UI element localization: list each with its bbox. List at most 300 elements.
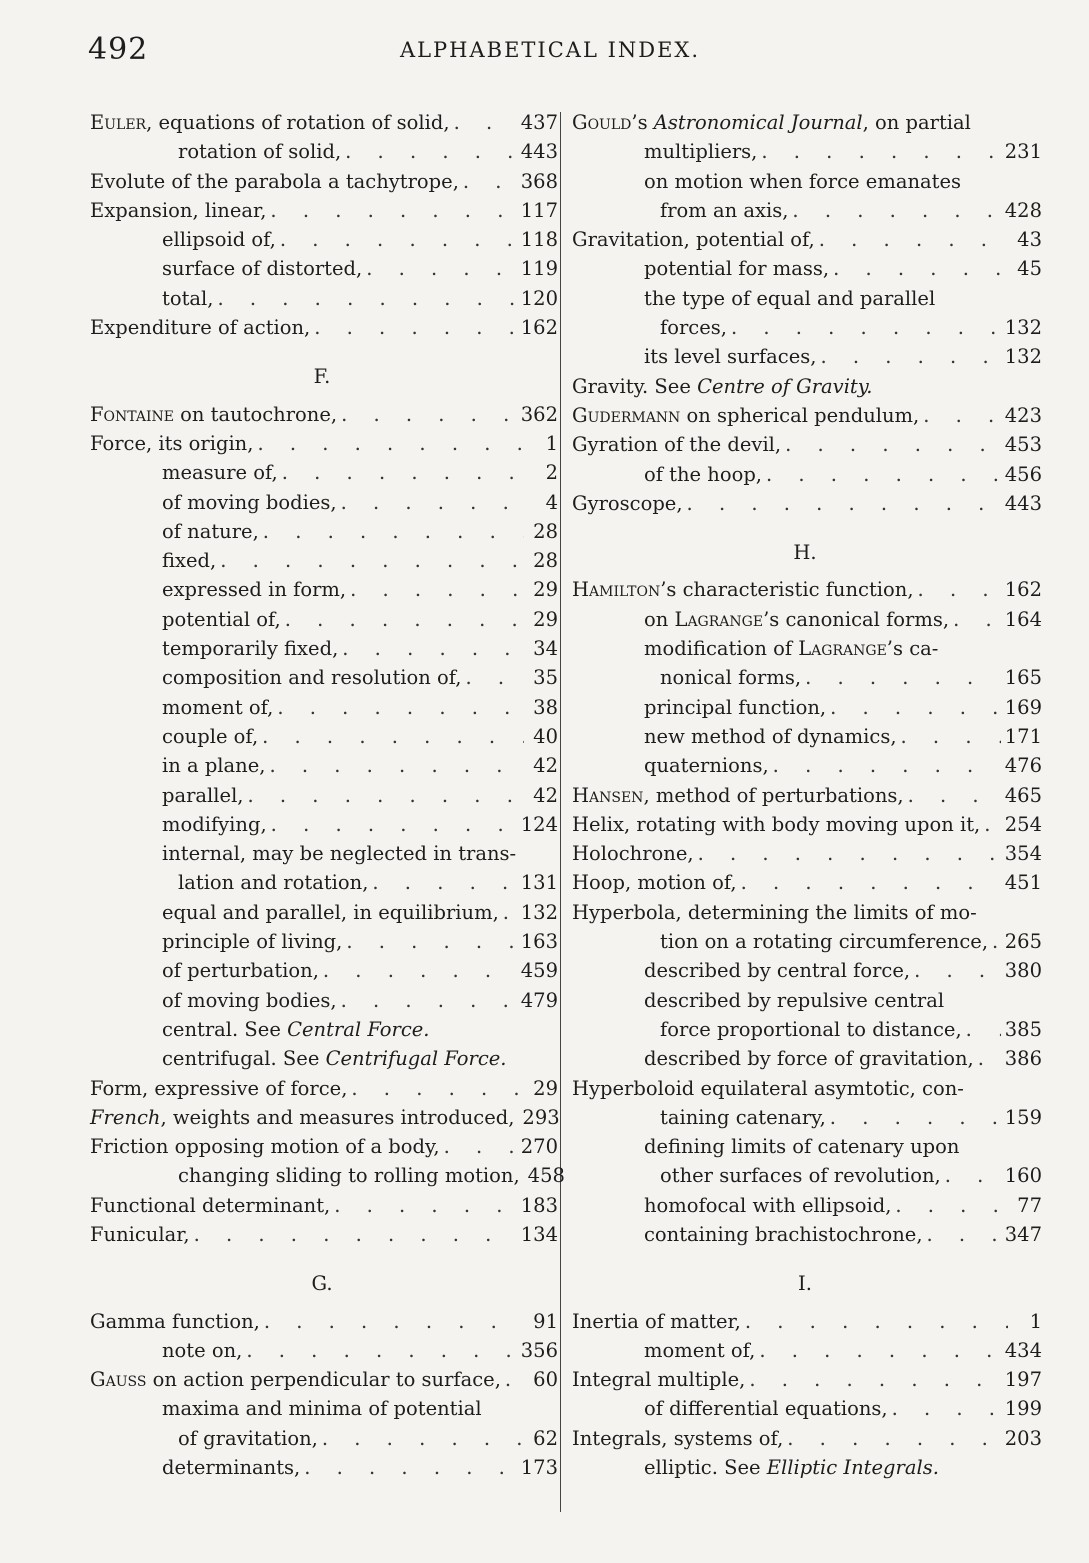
page-ref: 380 [1004,959,1042,983]
page-ref: 162 [520,316,558,340]
page-ref: 29 [533,607,558,631]
entry-text [162,575,346,604]
entry-label: Inertia of matter, [572,1309,741,1333]
dot-leader [270,196,516,225]
entry-text [162,781,244,810]
page-ref: 160 [1004,1164,1042,1188]
dot-leader [687,489,1001,518]
entry-label: Helix, rotating with body moving upon it, [572,812,981,836]
entry-text [644,605,949,634]
page-ref: 40 [533,724,558,748]
dot-leader [966,1015,1001,1044]
entry-text [572,575,914,604]
page-ref: 386 [1004,1047,1042,1071]
index-entry [86,605,558,634]
dot-leader [984,810,1001,839]
entry-text [644,751,769,780]
page-ref: 270 [520,1135,558,1159]
entry-text [162,956,319,985]
page-ref: 465 [1004,783,1042,807]
entry-text [162,1394,482,1423]
dot-leader [698,839,1001,868]
entry-label: total, [162,286,214,310]
index-entry [86,634,558,663]
entry-label: on [644,607,675,631]
page-ref: 423 [1004,403,1042,427]
entry-label: Integrals, systems of, [572,1426,784,1450]
entry-text [90,1132,440,1161]
index-entry [568,1453,1042,1482]
dot-leader [262,722,524,751]
entry-name: Hansen [572,783,644,807]
dot-leader [749,1365,1000,1394]
dot-leader [194,1220,517,1249]
entry-label: Hoop, motion of, [572,871,737,895]
index-entry [568,401,1042,430]
page-ref: 4 [545,490,558,514]
entry-name: Hamilton [572,578,661,602]
dot-leader [463,167,517,196]
index-entry [86,663,558,692]
entry-text [90,429,253,458]
page-ref: 254 [1004,812,1042,836]
entry-text [572,401,919,430]
entry-text [178,868,368,897]
entry-text [660,1015,962,1044]
entry-name: Lagrange [674,607,764,631]
entry-text [660,927,988,956]
entry-label: new method of dynamics, [644,724,897,748]
entry-text [162,284,213,313]
page-ref: 428 [1004,198,1042,222]
entry-label-cont: ’s ca- [886,637,939,661]
dot-leader [805,663,1001,692]
index-entry [86,254,558,283]
entry-label: lation and rotation, [178,871,369,895]
entry-text [162,693,273,722]
page-ref: 453 [1004,433,1042,457]
page-ref: 368 [520,169,558,193]
entry-name: Gould [572,111,632,134]
dot-leader [372,868,516,897]
index-entry [568,751,1042,780]
page-ref: 165 [1004,666,1042,690]
entry-label: Expenditure of action, [90,316,311,340]
entry-text [162,1453,300,1482]
entry-label: of the hoop, [644,462,763,486]
entry-label: maxima and minima of potential [162,1397,482,1421]
entry-text [572,810,980,839]
see-reference: Central Force. [287,1017,430,1041]
entry-label: on motion when force emanates [644,169,962,193]
dot-leader [351,1074,524,1103]
entry-label: Holochrone, [572,842,694,866]
index-entry [86,693,558,722]
dot-leader [918,575,1001,604]
index-entry [86,429,558,458]
entry-text [572,898,977,927]
entry-text [162,927,342,956]
entry-label: , equations of rotation of solid, [146,111,450,134]
entry-text [644,1453,939,1482]
section-letter: I. [798,1272,812,1296]
entry-label: couple of, [162,724,259,748]
entry-text [178,1161,520,1190]
entry-label: Force, its origin, [90,431,254,455]
entry-text [178,137,341,166]
entry-text [572,839,694,868]
index-column-left [86,108,565,1482]
page-ref: 164 [1004,607,1042,631]
index-entry [568,839,1042,868]
entry-label: potential of, [162,607,281,631]
entry-text [162,517,259,546]
dot-leader [901,722,1001,751]
index-entry [568,956,1042,985]
entry-label: centrifugal. See [162,1047,326,1071]
index-entry [568,430,1042,459]
entry-label: Gravitation, potential of, [572,228,815,252]
page-ref: 38 [533,695,558,719]
page-ref: 458 [527,1164,565,1188]
index-entry [86,1394,558,1423]
entry-text [572,1307,741,1336]
index-entry [568,1191,1042,1220]
dot-leader [833,254,1008,283]
dot-leader [323,956,517,985]
dot-leader [264,1307,524,1336]
page-ref: 43 [1017,228,1042,252]
index-entry [86,1015,558,1044]
entry-label: determinants, [162,1456,301,1480]
entry-label: moment of, [644,1338,756,1362]
entry-label: Integral multiple, [572,1368,746,1392]
entry-text [162,488,337,517]
page-ref: 159 [1004,1105,1042,1129]
page-ref: 443 [1004,491,1042,515]
page-ref: 437 [520,111,558,134]
index-entry [86,137,558,166]
dot-leader [341,488,524,517]
page-ref: 456 [1004,462,1042,486]
entry-label: force proportional to distance, [660,1017,962,1041]
see-reference: Centre of Gravity. [697,374,873,398]
index-entry [568,927,1042,956]
index-entry [568,986,1042,1015]
index-entry [86,927,558,956]
index-entry [86,517,558,546]
entry-label: on tautochrone, [173,402,338,426]
entry-text [644,722,897,751]
page-ref: 476 [1004,754,1042,778]
page-ref: 132 [1004,345,1042,369]
index-entry [86,1220,558,1249]
dot-leader [263,517,524,546]
entry-text [572,108,971,137]
page-ref: 42 [533,754,558,778]
dot-leader [787,1424,1000,1453]
page-ref: 34 [533,637,558,661]
index-entry [86,1336,558,1365]
page-ref: 385 [1004,1017,1042,1041]
entry-text [644,956,910,985]
entry-name: Fontaine [90,402,174,426]
entry-label: temporarily fixed, [162,637,339,661]
entry-label: equal and parallel, in equilibrium, [162,900,499,924]
entry-label: of nature, [162,519,259,543]
entry-label: fixed, [162,549,217,573]
dot-leader [908,781,1001,810]
page-ref: 162 [1004,578,1042,602]
page-number: 492 [88,32,149,67]
entry-label: defining limits of catenary upon [644,1135,960,1159]
entry-text [90,108,450,137]
dot-leader [454,108,517,137]
dot-leader [978,1044,1001,1073]
index-entry [568,810,1042,839]
page-ref: 163 [520,930,558,954]
entry-label: measure of, [162,461,278,485]
page-ref: 45 [1017,257,1042,281]
entry-label: multipliers, [644,140,758,164]
index-entry [568,1424,1042,1453]
index-entry [86,575,558,604]
page-ref: 265 [1004,930,1042,954]
index-entry [86,167,558,196]
entry-text [644,693,826,722]
entry-label: principle of living, [162,930,343,954]
page-ref: 293 [522,1105,560,1129]
page-ref: 120 [520,286,558,310]
index-entry [568,1161,1042,1190]
dot-leader [741,868,1001,897]
index-entry [86,284,558,313]
page-ref: 1 [545,431,558,455]
entry-text [90,196,266,225]
page-ref: 479 [520,988,558,1012]
dot-leader [280,225,517,254]
index-entry [86,839,558,868]
dot-leader [761,137,1000,166]
index-entry [568,1132,1042,1161]
entry-text [162,1336,242,1365]
entry-text [90,1103,514,1132]
index-entry [86,781,558,810]
entry-italic-term: French [90,1105,161,1129]
dot-leader [927,1220,1001,1249]
dot-leader [304,1453,517,1482]
index-entry [568,634,1042,663]
index-entry [568,693,1042,722]
page-ref: 35 [533,666,558,690]
dot-leader [992,927,1001,956]
entry-text [660,196,788,225]
entry-name: Gauss [90,1368,147,1392]
page-ref: 443 [520,140,558,164]
entry-text [90,400,337,429]
page-ref: 124 [520,812,558,836]
dot-leader [282,458,524,487]
entry-text [90,1365,501,1394]
dot-leader [350,575,524,604]
index-entry [568,1394,1042,1423]
entry-label: internal, may be neglected in trans- [162,842,517,866]
entry-label: taining catenary, [660,1105,826,1129]
entry-text [644,1394,888,1423]
dot-leader [220,546,524,575]
entry-label: described by central force, [644,959,911,983]
index-entry [86,1453,558,1482]
page-ref: 1 [1029,1309,1042,1333]
index-entry [86,1074,558,1103]
entry-text [162,810,267,839]
dot-leader [820,342,1000,371]
entry-label: Form, expressive of force, [90,1076,348,1100]
dot-leader [830,1103,1001,1132]
page-ref: 347 [1004,1222,1042,1246]
entry-label: rotation of solid, [178,140,342,164]
entry-text [644,634,938,663]
entry-label: modification of [644,637,799,661]
entry-text [162,1044,507,1073]
dot-leader [895,1191,1008,1220]
page-ref: 77 [1017,1193,1042,1217]
entry-text [644,167,961,196]
page-ref: 119 [520,257,558,281]
entry-text [162,898,499,927]
entry-text [644,460,762,489]
entry-text [162,605,281,634]
index-entry [568,1015,1042,1044]
entry-text [90,1307,260,1336]
index-entry [568,489,1042,518]
index-entry [86,458,558,487]
entry-label: changing sliding to rolling motion, [178,1164,520,1188]
page-ref: 434 [1004,1338,1042,1362]
index-entry [86,722,558,751]
page-ref: 203 [1004,1426,1042,1450]
index-entry [568,284,1042,313]
entry-label: other surfaces of revolution, [660,1164,941,1188]
entry-text [644,1220,923,1249]
index-entry [568,225,1042,254]
dot-leader [819,225,1008,254]
index-entry [568,1103,1042,1132]
page-ref: 197 [1004,1368,1042,1392]
entry-label: Funicular, [90,1222,190,1246]
dot-leader [731,313,1001,342]
page-ref: 28 [533,549,558,573]
index-entry [86,898,558,927]
entry-text [162,458,278,487]
entry-label: Evolute of the parabola a tachytrope, [90,169,459,193]
index-entry [86,546,558,575]
index-entry [86,1044,558,1073]
index-entry [568,1220,1042,1249]
entry-label: its level surfaces, [644,345,817,369]
entry-label: tion on a rotating circumference, [660,930,989,954]
entry-label: from an axis, [660,198,789,222]
dot-leader [334,1191,517,1220]
index-entry [568,575,1042,604]
entry-label: forces, [660,316,727,340]
entry-label: of gravitation, [178,1426,318,1450]
entry-label: on spherical pendulum, [680,403,920,427]
entry-label: Gyroscope, [572,491,683,515]
index-entry [86,225,558,254]
index-entry [568,372,1042,401]
page-ref: 118 [520,228,558,252]
entry-label: principal function, [644,695,827,719]
entry-text [90,313,310,342]
entry-name: Gudermann [572,403,681,427]
entry-text [660,1161,941,1190]
entry-label: of differential equations, [644,1397,888,1421]
page-ref: 132 [520,900,558,924]
dot-leader [785,430,1001,459]
index-entry [86,400,558,429]
page-ref: 459 [520,959,558,983]
entry-label: homofocal with ellipsoid, [644,1193,892,1217]
index-entry [86,108,558,137]
entry-text [162,663,462,692]
entry-label: ’s characteristic function, [660,578,914,602]
entry-label: Hyperboloid equilateral asymtotic, con- [572,1076,964,1100]
entry-label: Gamma function, [90,1309,260,1333]
dot-leader [466,663,525,692]
section-letter: H. [793,541,817,565]
dot-leader [766,460,1001,489]
page-ref: 132 [1004,316,1042,340]
dot-leader [773,751,1001,780]
page-ref: 231 [1004,140,1042,164]
dot-leader [745,1307,1008,1336]
dot-leader [246,1336,516,1365]
index-entry [568,342,1042,371]
entry-label: on action perpendicular to surface, [146,1368,501,1392]
entry-italic-term: Astronomical Journal [653,111,863,134]
index-entry [568,1044,1042,1073]
index-entry [86,986,558,1015]
index-entry [568,1336,1042,1365]
page-ref: 183 [520,1193,558,1217]
entry-label: moment of, [162,695,274,719]
entry-text [162,986,337,1015]
index-entry [568,868,1042,897]
dot-leader [792,196,1000,225]
entry-label: containing brachistochrone, [644,1222,923,1246]
index-entry [86,810,558,839]
entry-label: the type of equal and parallel [644,286,936,310]
entry-label: Expansion, linear, [90,198,267,222]
section-letter: F. [313,365,331,389]
entry-text [162,634,338,663]
entry-text [162,722,258,751]
entry-label: Hyperbola, determining the limits of mo- [572,900,977,924]
page-ref: 169 [1004,695,1042,719]
dot-leader [271,810,517,839]
index-entry [568,1307,1042,1336]
index-entry [86,1191,558,1220]
dot-leader [322,1424,524,1453]
index-entry [86,1161,565,1190]
page-ref: 356 [520,1338,558,1362]
dot-leader [217,284,516,313]
entry-text [90,1191,330,1220]
dot-leader [444,1132,517,1161]
entry-label: Gravity. See [572,374,698,398]
index-entry [568,605,1042,634]
